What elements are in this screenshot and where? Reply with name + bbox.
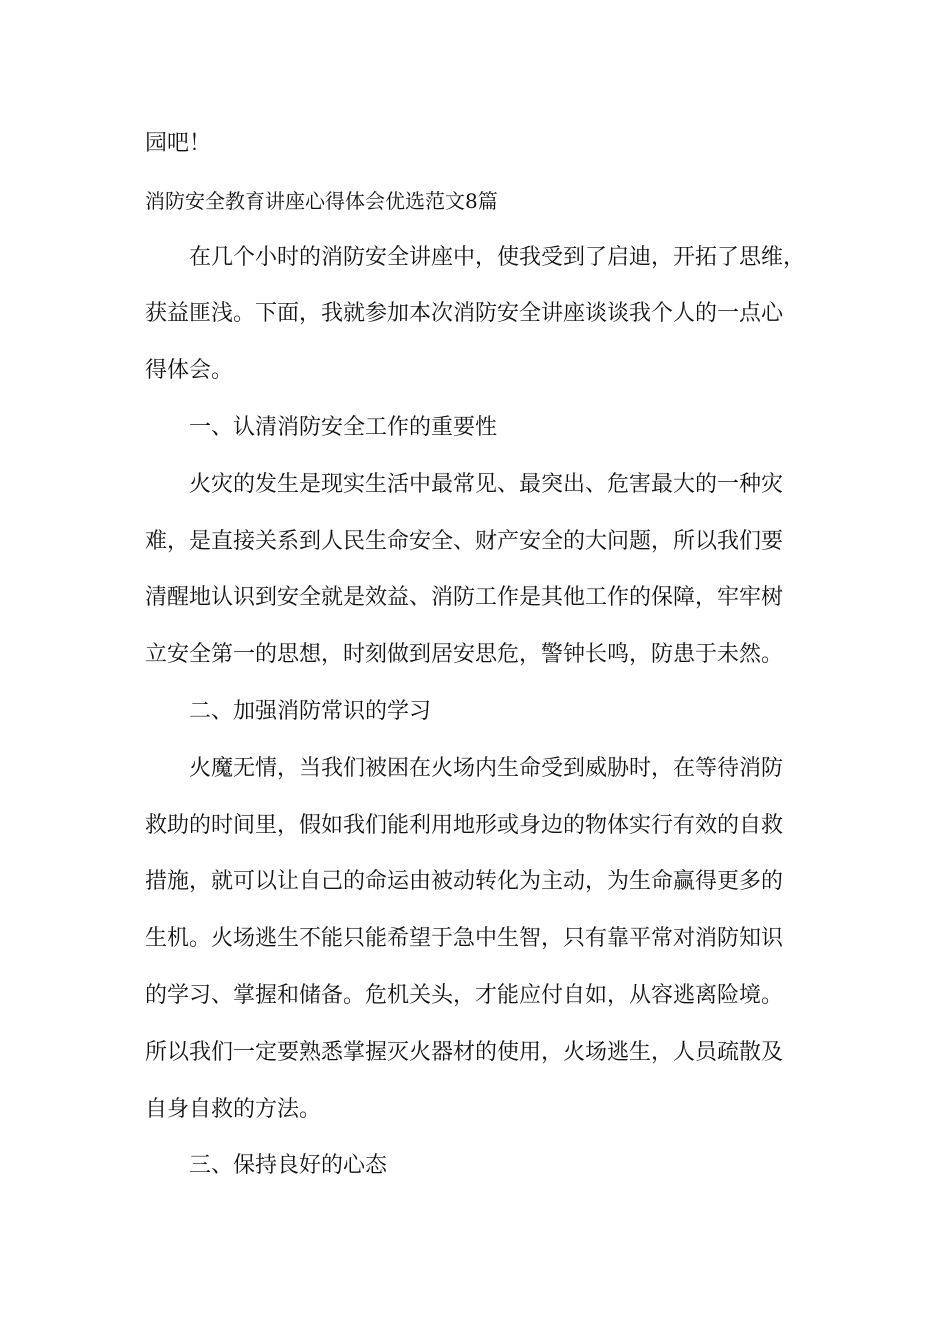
paragraph-line: 的学习、掌握和储备。危机关头，才能应付自如，从容逃离险境。 — [145, 982, 784, 1008]
paragraph-line: 救助的时间里，假如我们能利用地形或身边的物体实行有效的自救 — [145, 812, 784, 838]
paragraph-line: 火魔无情，当我们被困在火场内生命受到威胁时，在等待消防 — [189, 755, 784, 781]
paragraph-line: 立安全第一的思想，时刻做到居安思危，警钟长鸣，防患于未然。 — [145, 642, 784, 668]
paragraph-line: 所以我们一定要熟悉掌握灭火器材的使用，火场逃生，人员疏散及 — [145, 1039, 784, 1065]
section-heading: 二、加强消防常识的学习 — [189, 698, 432, 724]
text-line: 园吧！ — [145, 131, 212, 156]
article-title: 消防安全教育讲座心得体会优选范文8篇 — [145, 188, 498, 213]
section-heading: 三、保持良好的心态 — [189, 1153, 388, 1179]
paragraph-line: 自身自救的方法。 — [145, 1096, 322, 1122]
paragraph-line: 生机。火场逃生不能只能希望于急中生智，只有靠平常对消防知识 — [145, 926, 784, 952]
paragraph-line: 获益匪浅。下面，我就参加本次消防安全讲座谈谈我个人的一点心 — [145, 301, 784, 327]
document-body — [145, 130, 810, 1181]
paragraph-line: 措施，就可以让自己的命运由被动转化为主动，为生命赢得更多的 — [145, 869, 784, 895]
paragraph-line: 难，是直接关系到人民生命安全、财产安全的大问题，所以我们要 — [145, 528, 784, 554]
paragraph-line: 在几个小时的消防安全讲座中，使我受到了启迪，开拓了思维， — [189, 244, 806, 270]
section-heading: 一、认清消防安全工作的重要性 — [189, 414, 498, 440]
paragraph-line: 火灾的发生是现实生活中最常见、最突出、危害最大的一种灾 — [189, 471, 784, 497]
paragraph-line: 清醒地认识到安全就是效益、消防工作是其他工作的保障，牢牢树 — [145, 585, 784, 611]
paragraph-line: 得体会。 — [145, 358, 234, 384]
